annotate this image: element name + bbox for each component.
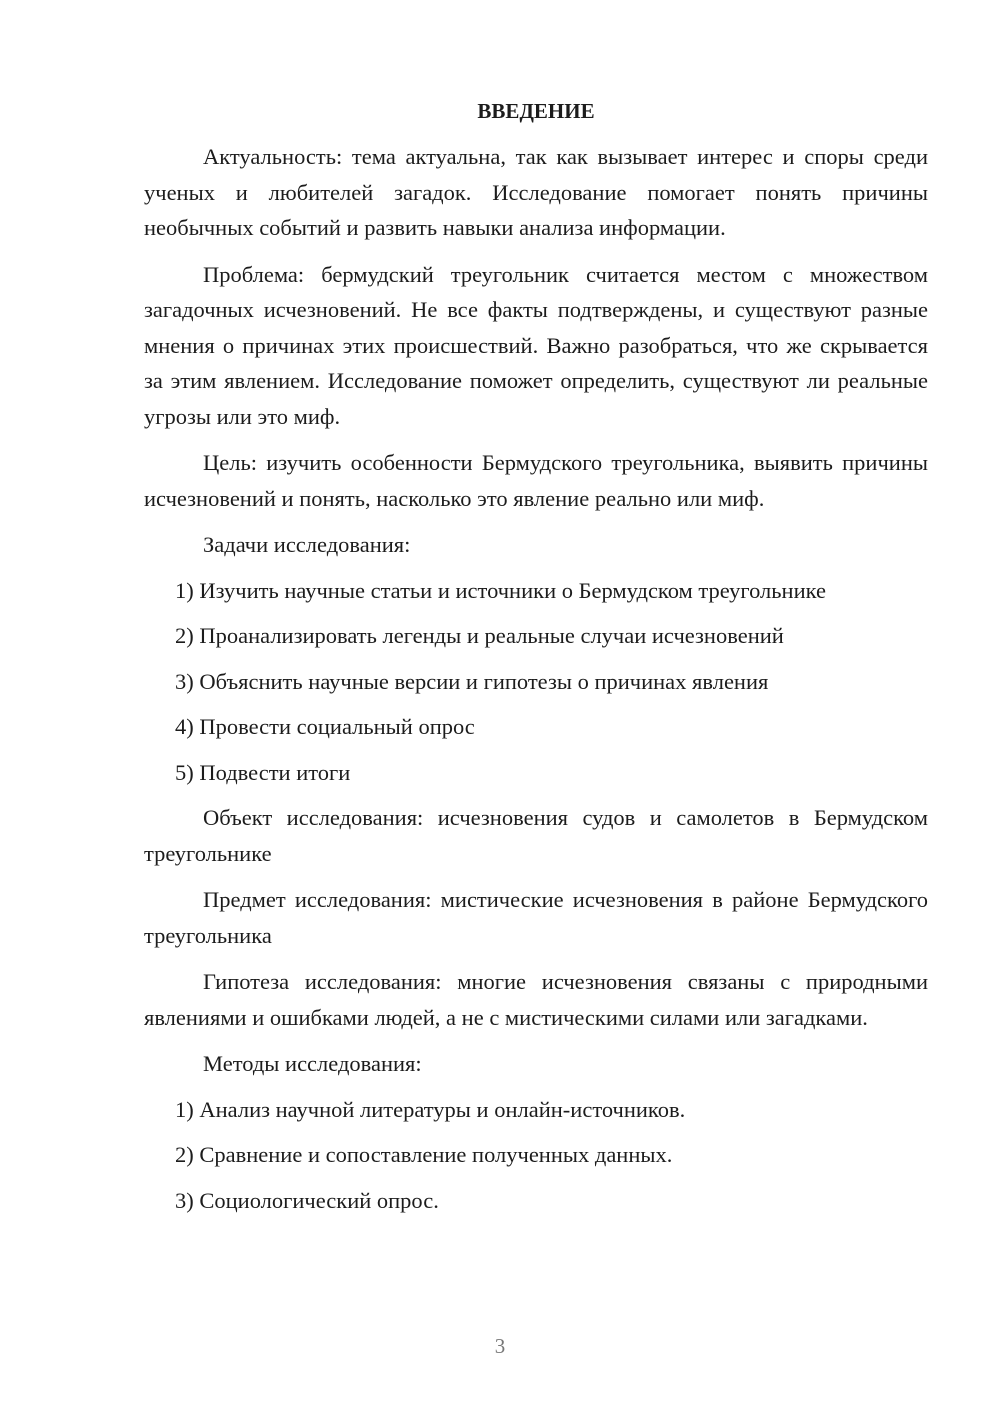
section-heading: ВВЕДЕНИЕ <box>477 99 595 123</box>
page-number: 3 <box>494 1334 506 1358</box>
hypothesis-paragraph: Гипотеза исследования: многие исчезновения связаны с природными явлениями и ошибками людей, а не с мистическими силами или загадками. <box>144 969 928 1030</box>
object-paragraph: Объект исследования: исчезновения судов и самолетов в Бермудском треугольнике <box>144 805 928 866</box>
goal-paragraph: Цель: изучить особенности Бермудского треугольника, выявить причины исчезновений и понять, насколько это явление реально или миф. <box>144 450 928 511</box>
methods-list <box>144 1092 928 1219</box>
list-item: 2) Сравнение и сопоставление полученных данных. <box>175 1142 673 1167</box>
tasks-list <box>144 573 928 791</box>
problem-paragraph: Проблема: бермудский треугольник считается местом с множеством загадочных исчезновений. Не все факты подтверждены, и существуют разные мнения о причинах этих происшествий. Важно разобраться, что же скрывается за этим явлением. Исследование поможет определить, существуют ли реальные угрозы или это миф. <box>144 261 928 429</box>
subject-paragraph: Предмет исследования: мистические исчезновения в районе Бермудского треугольника <box>144 887 928 948</box>
list-item: 2) Проанализировать легенды и реальные случаи исчезновений <box>175 623 784 648</box>
relevance-paragraph: Актуальность: тема актуальна, так как вызывает интерес и споры среди ученых и любителей загадок. Исследование помогает понять причины необычных событий и развить навыки анализа информации. <box>144 144 928 240</box>
list-item: 3) Социологический опрос. <box>175 1187 439 1213</box>
document-page <box>144 96 928 1228</box>
list-item: 3) Объяснить научные версии и гипотезы о причинах явления <box>175 668 769 694</box>
list-item: 4) Провести социальный опрос <box>175 714 475 739</box>
list-item: 1) Изучить научные статьи и источники о Бермудском треугольнике <box>175 577 826 603</box>
list-item: 1) Анализ научной литературы и онлайн-источников. <box>175 1096 686 1122</box>
tasks-label: Задачи исследования: <box>203 532 411 557</box>
methods-label: Методы исследования: <box>203 1051 422 1076</box>
list-item: 5) Подвести итоги <box>175 759 351 785</box>
